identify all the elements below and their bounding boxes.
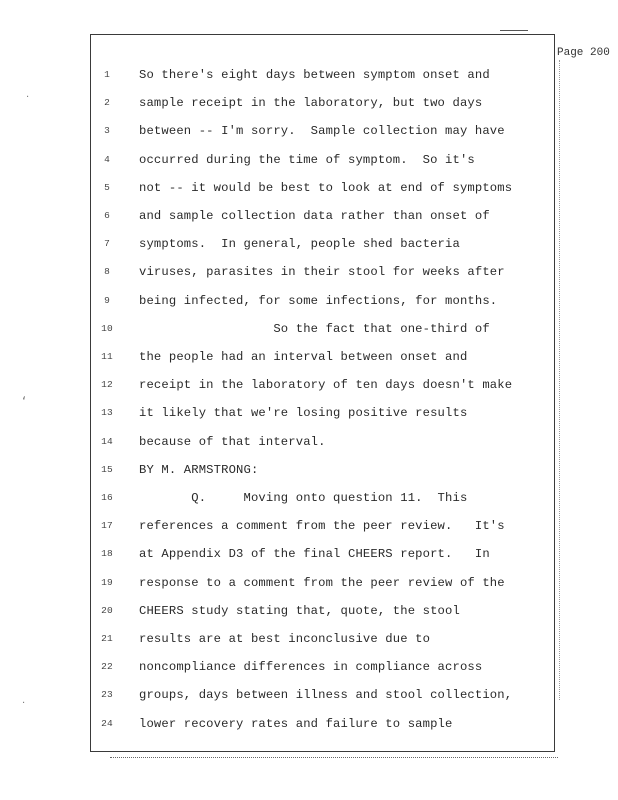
- line-number: 18: [101, 548, 113, 560]
- transcript-line: [0, 378, 618, 398]
- line-text: references a comment from the peer review. It's: [139, 519, 505, 534]
- line-text: BY M. ARMSTRONG:: [139, 462, 259, 477]
- line-number: 7: [104, 238, 110, 250]
- line-number: 5: [104, 181, 110, 193]
- transcript-line: [0, 406, 618, 426]
- transcript-line: [0, 660, 618, 680]
- line-number: 13: [101, 407, 113, 419]
- line-text: the people had an interval between onset and: [139, 350, 468, 364]
- line-number: 16: [101, 492, 113, 503]
- transcript-line: [0, 632, 618, 652]
- margin-mark: ·: [26, 92, 30, 103]
- line-text: not -- it would be best to look at end of symptoms: [139, 180, 513, 195]
- line-number: 14: [101, 435, 113, 447]
- transcript-line: [0, 124, 618, 144]
- transcript-line: [0, 209, 618, 229]
- page-number-label: Page 200: [557, 47, 610, 59]
- transcript-line: [0, 491, 618, 511]
- line-number: 10: [101, 322, 113, 334]
- line-text: noncompliance differences in compliance across: [139, 660, 483, 675]
- transcript-line: [0, 519, 618, 539]
- line-text: symptoms. In general, people shed bacteria: [139, 237, 460, 252]
- transcript-line: [0, 717, 618, 737]
- line-number: 15: [101, 463, 113, 475]
- line-number: 2: [104, 97, 110, 109]
- line-text: occurred during the time of symptom. So it's: [139, 152, 475, 167]
- line-text: groups, days between illness and stool collection,: [139, 688, 513, 703]
- line-text: lower recovery rates and failure to sample: [139, 716, 453, 731]
- line-number: 17: [101, 520, 113, 532]
- line-number: 8: [104, 266, 110, 278]
- line-text: So there's eight days between symptom onset and: [139, 68, 490, 82]
- line-text: CHEERS study stating that, quote, the stool: [139, 603, 460, 618]
- line-text: because of that interval.: [139, 434, 326, 449]
- transcript-line: [0, 322, 618, 342]
- line-text: at Appendix D3 of the final CHEERS report. In: [139, 547, 490, 562]
- line-number: 19: [101, 576, 113, 588]
- transcript-line: [0, 435, 618, 455]
- transcript-line: [0, 68, 618, 88]
- line-text: and sample collection data rather than onset of: [139, 209, 490, 223]
- transcript-line: [0, 463, 618, 483]
- line-number: 24: [101, 717, 113, 729]
- transcript-line: [0, 688, 618, 708]
- line-number: 22: [101, 661, 113, 673]
- line-number: 6: [104, 210, 110, 221]
- line-number: 9: [104, 294, 110, 306]
- line-text: response to a comment from the peer review of the: [139, 575, 505, 590]
- margin-mark: ʻ: [22, 395, 27, 410]
- transcript-line: [0, 265, 618, 285]
- line-text: viruses, parasites in their stool for weeks after: [139, 265, 505, 280]
- line-text: So the fact that one-third of: [139, 321, 490, 336]
- transcript-line: [0, 237, 618, 257]
- frame-top-mark: [500, 30, 528, 31]
- line-text: Q. Moving onto question 11. This: [139, 491, 468, 505]
- line-number: 1: [104, 69, 110, 80]
- transcript-line: [0, 294, 618, 314]
- line-text: receipt in the laboratory of ten days doesn't make: [139, 378, 513, 393]
- transcript-line: [0, 350, 618, 370]
- line-number: 3: [104, 125, 110, 137]
- line-number: 4: [104, 153, 110, 165]
- frame-bottom-line: [110, 757, 558, 758]
- line-number: 12: [101, 379, 113, 391]
- line-number: 21: [101, 633, 113, 644]
- line-text: being infected, for some infections, for months.: [139, 293, 498, 308]
- transcript-line: [0, 153, 618, 173]
- line-number: 23: [101, 689, 113, 701]
- transcript-line: [0, 576, 618, 596]
- line-text: between -- I'm sorry. Sample collection may have: [139, 124, 505, 139]
- line-number: 11: [101, 351, 113, 362]
- margin-mark: ·: [22, 698, 26, 709]
- transcript-line: [0, 604, 618, 624]
- line-number: 20: [101, 604, 113, 616]
- transcript-line: [0, 181, 618, 201]
- line-text: sample receipt in the laboratory, but two days: [139, 96, 483, 111]
- transcript-line: [0, 547, 618, 567]
- line-text: results are at best inconclusive due to: [139, 632, 431, 646]
- line-text: it likely that we're losing positive results: [139, 406, 468, 421]
- transcript-line: [0, 96, 618, 116]
